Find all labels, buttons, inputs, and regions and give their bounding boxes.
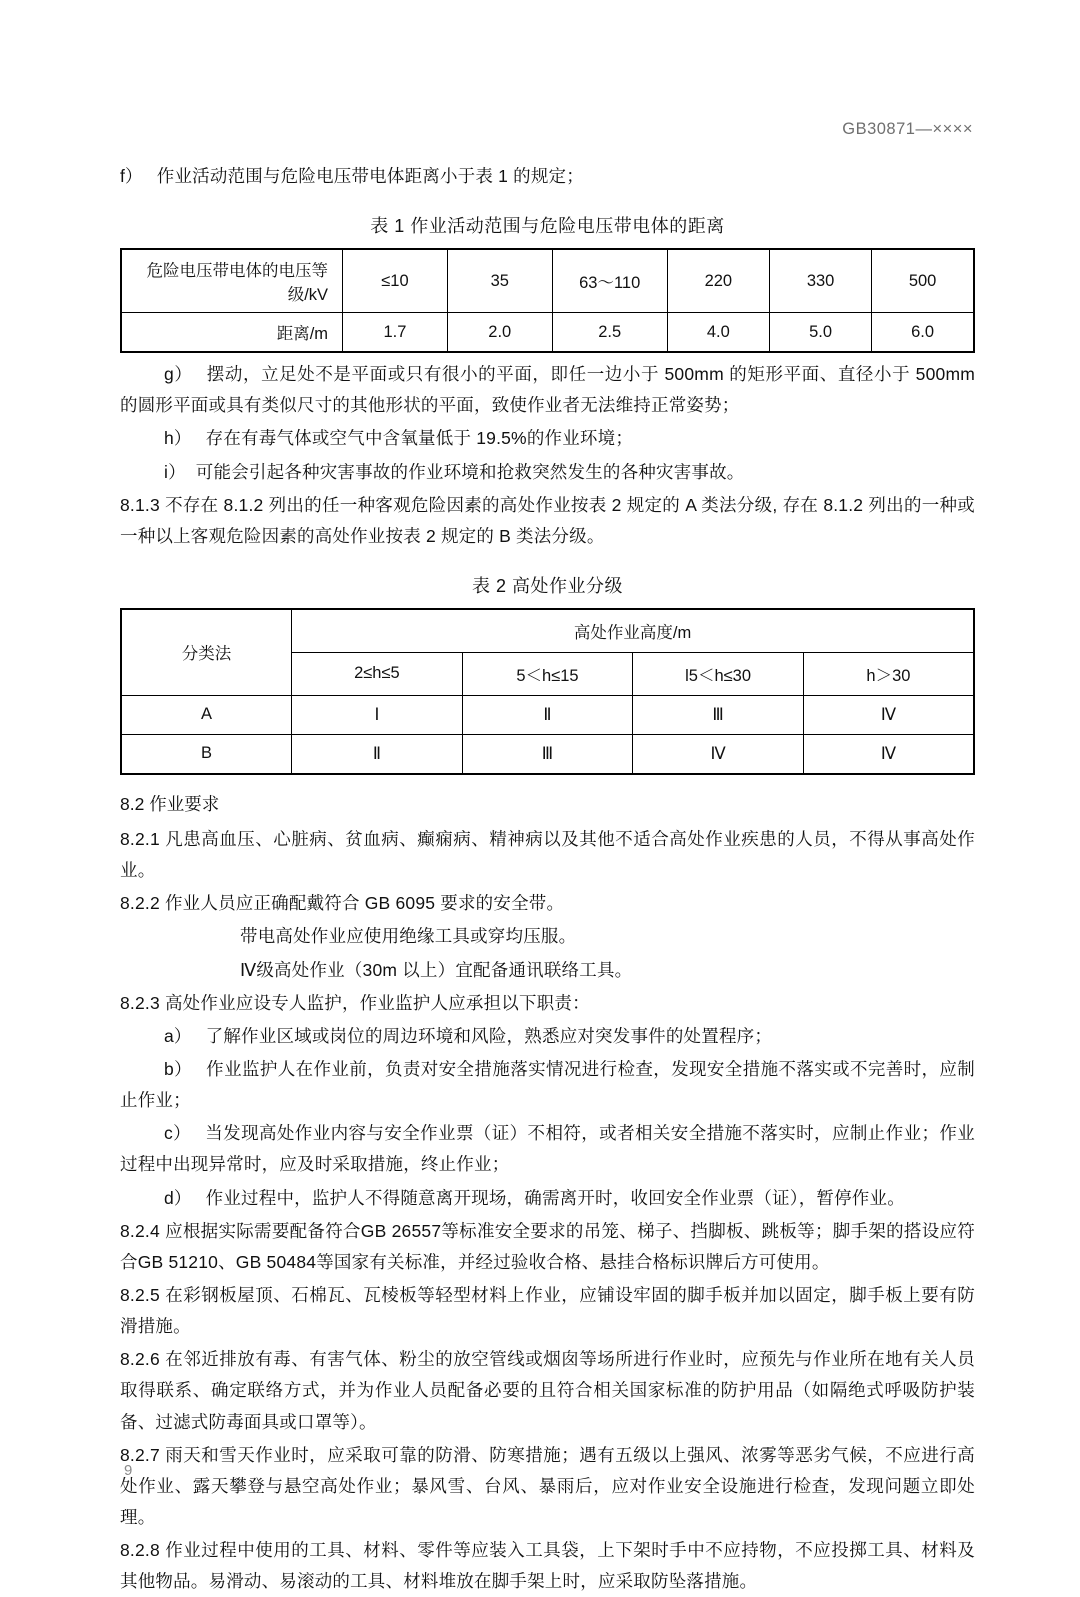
list-item bbox=[120, 457, 975, 488]
list-item-text: 了解作业区域或岗位的周边环境和风险，熟悉应对突发事件的处置程序； bbox=[205, 1025, 773, 1046]
cell: 2.5 bbox=[552, 313, 667, 353]
row-header: A bbox=[121, 695, 292, 734]
list-item bbox=[120, 161, 975, 192]
table1-wrapper bbox=[120, 248, 975, 353]
clause-8-2-7: 8.2.7 雨天和雪天作业时，应采取可靠的防滑、防寒措施；遇有五级以上强风、浓雾等恶劣气候，不应进行高处作业、露天攀登与悬空高处作业；暴风雪、台风、暴雨后，应对作业安全设施进行检查，发现问题立即处理。 bbox=[120, 1444, 975, 1527]
list-item-label: h） bbox=[164, 428, 192, 449]
table-row bbox=[121, 313, 974, 353]
cell: 4.0 bbox=[667, 313, 769, 353]
list-item bbox=[120, 1021, 975, 1052]
cell: ≤10 bbox=[343, 249, 448, 313]
cell: Ⅳ bbox=[803, 695, 974, 734]
cell: 220 bbox=[667, 249, 769, 313]
table-distance bbox=[120, 248, 975, 353]
clause-8-2-5: 8.2.5 在彩钢板屋顶、石棉瓦、瓦棱板等轻型材料上作业，应铺设牢固的脚手板并加以固定，脚手板上要有防滑措施。 bbox=[120, 1284, 975, 1337]
list-item-text: 存在有毒气体或空气中含氧量低于 19.5%的作业环境； bbox=[205, 428, 634, 449]
cell: Ⅲ bbox=[633, 695, 804, 734]
page-number: 9 bbox=[124, 1462, 133, 1479]
table-row bbox=[121, 249, 974, 313]
cell: 6.0 bbox=[872, 313, 974, 353]
table2-caption: 表 2 高处作业分级 bbox=[471, 575, 623, 596]
list-item-text: 当发现高处作业内容与安全作业票（证）不相符，或者相关安全措施不落实时，应制止作业；作业过程中出现异常时，应及时采取措施，终止作业； bbox=[120, 1123, 975, 1175]
column-header: h＞30 bbox=[803, 652, 974, 695]
list-item bbox=[120, 1118, 975, 1180]
clause-8-2-2: 8.2.2 作业人员应正确配戴符合 GB 6095 要求的安全带。 bbox=[120, 893, 565, 914]
list-item-label: i） bbox=[164, 461, 186, 482]
cell: Ⅳ bbox=[803, 734, 974, 774]
list-item-text: 可能会引起各种灾害事故的作业环境和抢救突然发生的各种灾害事故。 bbox=[195, 461, 745, 482]
column-header: l5＜h≤30 bbox=[633, 652, 804, 695]
page-header: GB30871—×××× bbox=[842, 120, 973, 138]
clause-8-2-3: 8.2.3 高处作业应设专人监护，作业监护人应承担以下职责： bbox=[120, 992, 590, 1013]
list-item bbox=[120, 359, 975, 421]
section-title-8-2: 8.2 作业要求 bbox=[120, 793, 220, 814]
clause-8-2-4: 8.2.4 应根据实际需要配备符合GB 26557等标准安全要求的吊笼、梯子、挡脚板、跳板等；脚手架的搭设应符合GB 51210、GB 50484等国家有关标准，并经过验收合格、悬挂合格标识牌后方可使用。 bbox=[120, 1220, 975, 1272]
list-item bbox=[120, 1054, 975, 1116]
list-item-text: 作业监护人在作业前，负责对安全措施落实情况进行检查，发现安全措施不落实或不完善时，应制止作业； bbox=[120, 1058, 975, 1111]
table-row bbox=[121, 695, 974, 734]
cell: 2.0 bbox=[447, 313, 552, 353]
cell: Ⅲ bbox=[462, 734, 633, 774]
row-header-group: 分类法 bbox=[121, 609, 292, 696]
cell: Ⅰ bbox=[292, 695, 463, 734]
row-header: 危险电压带电体的电压等级/kV bbox=[121, 249, 343, 313]
column-header: 2≤h≤5 bbox=[292, 652, 463, 695]
table1-caption: 表 1 作业活动范围与危险电压带电体的距离 bbox=[370, 216, 725, 237]
list-item-label: g） bbox=[164, 364, 193, 385]
clause-8-2-6: 8.2.6 在邻近排放有毒、有害气体、粉尘的放空管线或烟囱等场所进行作业时，应预先与作业所在地有关人员取得联系、确定联络方式，并为作业人员配备必要的且符合相关国家标准的防护用品（如隔绝式呼吸防护装备、过滤式防毒面具或口罩等）。 bbox=[120, 1349, 975, 1432]
list-item-label: c） bbox=[164, 1123, 192, 1144]
column-header-group: 高处作业高度/m bbox=[292, 609, 974, 653]
list-item bbox=[120, 423, 975, 454]
cell: Ⅱ bbox=[292, 734, 463, 774]
cell: Ⅳ bbox=[633, 734, 804, 774]
row-header: B bbox=[121, 734, 292, 774]
clause-8-2-2-sub-1: 带电高处作业应使用绝缘工具或穿均压服。 bbox=[240, 926, 577, 947]
clause-8-1-3: 8.1.3 不存在 8.1.2 列出的任一种客观危险因素的高处作业按表 2 规定的 A 类法分级, 存在 8.1.2 列出的一种或一种以上客观危险因素的高处作业按表 2 规定的 B 类法分级。 bbox=[120, 494, 975, 546]
cell: 35 bbox=[447, 249, 552, 313]
row-header: 距离/m bbox=[121, 313, 343, 353]
cell: 330 bbox=[769, 249, 871, 313]
table-row bbox=[121, 609, 974, 653]
cell: 1.7 bbox=[343, 313, 448, 353]
list-item bbox=[120, 1183, 975, 1214]
list-item-label: a） bbox=[164, 1025, 192, 1046]
cell: 500 bbox=[872, 249, 974, 313]
table-work-grading bbox=[120, 608, 975, 775]
list-item-text: 作业过程中，监护人不得随意离开现场，确需离开时，收回安全作业票（证），暂停作业。 bbox=[205, 1187, 905, 1208]
column-header: 5＜h≤15 bbox=[462, 652, 633, 695]
cell: 5.0 bbox=[769, 313, 871, 353]
list-item-text: 作业活动范围与危险电压带电体距离小于表 1 的规定； bbox=[156, 166, 584, 186]
list-item-label: f） bbox=[120, 166, 143, 186]
list-item-label: b） bbox=[164, 1058, 192, 1079]
cell: Ⅱ bbox=[462, 695, 633, 734]
list-item-label: d） bbox=[164, 1187, 192, 1208]
table-row bbox=[121, 734, 974, 774]
clause-8-2-1: 8.2.1 凡患高血压、心脏病、贫血病、癫痫病、精神病以及其他不适合高处作业疾患的人员，不得从事高处作业。 bbox=[120, 828, 975, 881]
cell: 63～110 bbox=[552, 249, 667, 313]
clause-8-2-2-sub-2: Ⅳ级高处作业（30m 以上）宜配备通讯联络工具。 bbox=[240, 959, 633, 980]
list-item-text: 摆动，立足处不是平面或只有很小的平面，即任一边小于 500mm 的矩形平面、直径小于 500mm 的圆形平面或具有类似尺寸的其他形状的平面，致使作业者无法维持正常姿势； bbox=[120, 364, 976, 416]
clause-8-2-8: 8.2.8 作业过程中使用的工具、材料、零件等应装入工具袋，上下架时手中不应持物，不应投掷工具、材料及其他物品。易滑动、易滚动的工具、材料堆放在脚手架上时，应采取防坠落措施。 bbox=[120, 1540, 975, 1592]
